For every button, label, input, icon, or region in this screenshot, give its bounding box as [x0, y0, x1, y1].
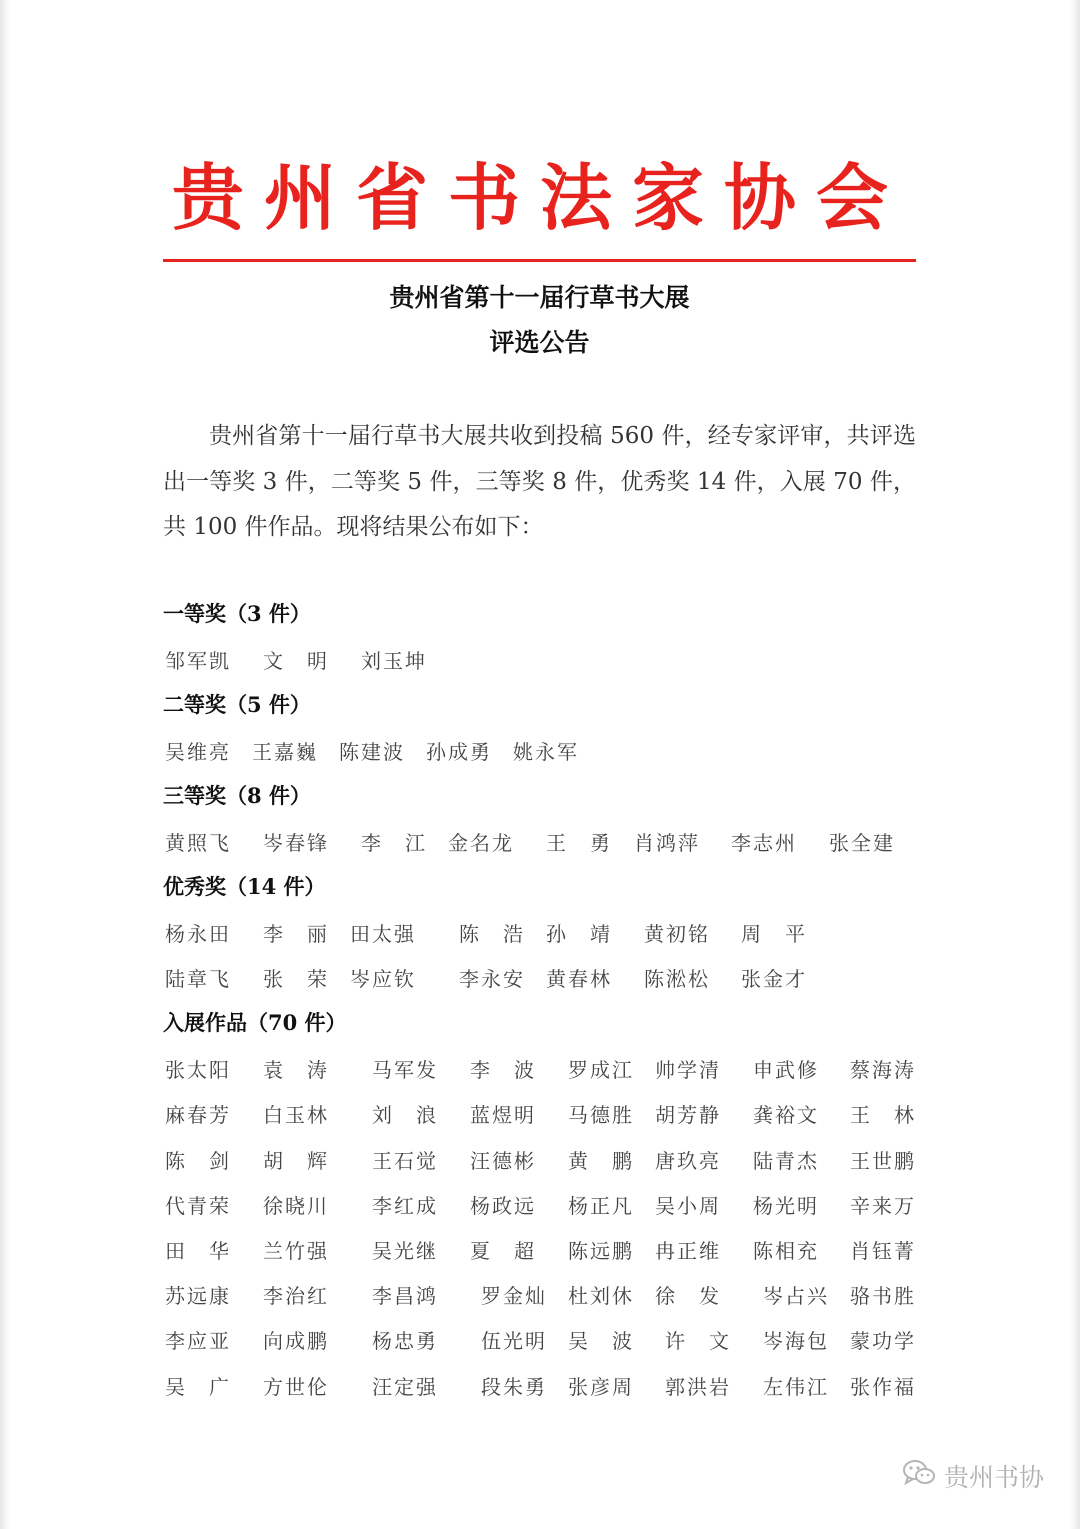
awardee-name: 刘 浪: [372, 1103, 438, 1127]
name-row: [0, 645, 1080, 675]
awardee-name: 杜刘休: [568, 1284, 634, 1308]
awardee-name: 罗金灿: [481, 1284, 547, 1308]
document-subtitle: 评选公告: [489, 328, 590, 357]
awardee-name: 王世鹏: [850, 1149, 916, 1173]
section-heading-first-prize: 一等奖（3 件）: [163, 601, 311, 626]
awardee-name: 陈相充: [753, 1239, 819, 1263]
awardee-name: 金名龙: [448, 831, 514, 855]
awardee-name: 徐晓川: [263, 1194, 329, 1218]
section-heading-second-prize: 二等奖（5 件）: [163, 692, 311, 717]
awardee-name: 伍光明: [481, 1329, 547, 1353]
letterhead-divider: [163, 259, 916, 262]
awardee-name: 马德胜: [568, 1103, 634, 1127]
awardee-name: 李红成: [372, 1194, 438, 1218]
awardee-name: 代青荣: [165, 1194, 231, 1218]
awardee-name: 汪德彬: [470, 1149, 536, 1173]
document-title: 贵州省第十一届行草书大展: [389, 283, 690, 312]
awardee-name: 岑春锋: [263, 831, 329, 855]
awardee-name: 黄 鹏: [568, 1149, 634, 1173]
awardee-name: 李永安: [459, 967, 525, 991]
awardee-name: 汪定强: [372, 1375, 438, 1399]
awardee-name: 辛来万: [850, 1194, 916, 1218]
awardee-name: 周 平: [741, 922, 807, 946]
name-row: [0, 1371, 1080, 1401]
awardee-name: 吴 广: [165, 1375, 231, 1399]
awardee-name: 陈远鹏: [568, 1239, 634, 1263]
awardee-name: 龚裕文: [753, 1103, 819, 1127]
awardee-name: 李昌鸿: [372, 1284, 438, 1308]
name-row: [0, 963, 1080, 993]
awardee-name: 夏 超: [470, 1239, 536, 1263]
awardee-name: 肖鸿萍: [634, 831, 700, 855]
awardee-name: 张全建: [829, 831, 895, 855]
awardee-name: 李治红: [263, 1284, 329, 1308]
watermark-text: 贵州书协: [943, 1463, 1044, 1492]
awardee-name: 胡芳静: [655, 1103, 721, 1127]
awardee-name: 申武修: [753, 1058, 819, 1082]
name-row: [0, 1325, 1080, 1355]
section-heading-excellence: 优秀奖（14 件）: [163, 874, 326, 899]
awardee-name: 胡 辉: [263, 1149, 329, 1173]
awardee-name: 左伟江: [763, 1375, 829, 1399]
awardee-name: 段朱勇: [481, 1375, 547, 1399]
awardee-name: 杨政远: [470, 1194, 536, 1218]
awardee-name: 张彦周: [568, 1375, 634, 1399]
section-heading-third-prize: 三等奖（8 件）: [163, 783, 311, 808]
account-watermark: [902, 1458, 1044, 1494]
name-row: [0, 1280, 1080, 1310]
awardee-name: 王 林: [850, 1103, 916, 1127]
awardee-name: 李 江: [361, 831, 427, 855]
awardee-name: 李志州: [731, 831, 797, 855]
awardee-name: 张作福: [850, 1375, 916, 1399]
awardee-name: 张金才: [741, 967, 807, 991]
awardee-name: 肖钰菁: [850, 1239, 916, 1263]
awardee-name: 陈建波: [339, 740, 405, 764]
awardee-name: 李 丽: [263, 922, 329, 946]
awardee-name: 姚永军: [513, 740, 579, 764]
awardee-name: 马军发: [372, 1058, 438, 1082]
awardee-name: 张 荣: [263, 967, 329, 991]
name-row: [0, 1145, 1080, 1175]
name-row: [0, 827, 1080, 857]
awardee-name: 罗成江: [568, 1058, 634, 1082]
organization-letterhead: 贵州省书法家协会: [171, 156, 908, 240]
awardee-name: 杨忠勇: [372, 1329, 438, 1353]
name-row: [0, 1099, 1080, 1129]
awardee-name: 陈 剑: [165, 1149, 231, 1173]
awardee-name: 骆书胜: [850, 1284, 916, 1308]
awardee-name: 田太强: [350, 922, 416, 946]
name-row: [0, 1054, 1080, 1084]
awardee-name: 王石觉: [372, 1149, 438, 1173]
name-row: [0, 1190, 1080, 1220]
awardee-name: 刘玉坤: [361, 649, 427, 673]
awardee-name: 陈 浩: [459, 922, 525, 946]
awardee-name: 白玉林: [263, 1103, 329, 1127]
awardee-name: 吴光继: [372, 1239, 438, 1263]
awardee-name: 吴小周: [655, 1194, 721, 1218]
awardee-name: 岑应钦: [350, 967, 416, 991]
awardee-name: 孙 靖: [546, 922, 612, 946]
awardee-name: 岑海包: [763, 1329, 829, 1353]
awardee-name: 陈淞松: [644, 967, 710, 991]
name-row: [0, 918, 1080, 948]
awardee-name: 杨光明: [753, 1194, 819, 1218]
awardee-name: 杨正凡: [568, 1194, 634, 1218]
awardee-name: 冉正维: [655, 1239, 721, 1263]
awardee-name: 蔡海涛: [850, 1058, 916, 1082]
awardee-name: 陆章飞: [165, 967, 231, 991]
awardee-name: 向成鹏: [263, 1329, 329, 1353]
awardee-name: 孙成勇: [426, 740, 492, 764]
wechat-icon: [902, 1459, 936, 1493]
awardee-name: 徐 发: [655, 1284, 721, 1308]
awardee-name: 文 明: [263, 649, 329, 673]
awardee-name: 王嘉巍: [252, 740, 318, 764]
awardee-name: 王 勇: [546, 831, 612, 855]
intro-paragraph: 贵州省第十一届行草书大展共收到投稿 560 件，经专家评审，共评选出一等奖 3 件，二等奖 5 件，三等奖 8 件，优秀奖 14 件，入展 70 件，共 100 件作品。现将结果公布如下：: [163, 423, 916, 540]
awardee-name: 麻春芳: [165, 1103, 231, 1127]
name-row: [0, 736, 1080, 766]
awardee-name: 黄照飞: [165, 831, 231, 855]
awardee-name: 张太阳: [165, 1058, 231, 1082]
section-heading-exhibited: 入展作品（70 件）: [163, 1010, 347, 1035]
awardee-name: 杨永田: [165, 922, 231, 946]
awardee-name: 方世伦: [263, 1375, 329, 1399]
awardee-name: 兰竹强: [263, 1239, 329, 1263]
awardee-name: 黄春林: [546, 967, 612, 991]
awardee-name: 许 文: [665, 1329, 731, 1353]
awardee-name: 袁 涛: [263, 1058, 329, 1082]
awardee-name: 李应亚: [165, 1329, 231, 1353]
awardee-name: 陆青杰: [753, 1149, 819, 1173]
awardee-name: 邹军凯: [165, 649, 231, 673]
awardee-name: 帅学清: [655, 1058, 721, 1082]
awardee-name: 黄初铭: [644, 922, 710, 946]
awardee-name: 蒙功学: [850, 1329, 916, 1353]
awardee-name: 岑占兴: [763, 1284, 829, 1308]
awardee-name: 蓝煜明: [470, 1103, 536, 1127]
awardee-name: 吴 波: [568, 1329, 634, 1353]
awardee-name: 苏远康: [165, 1284, 231, 1308]
awardee-name: 田 华: [165, 1239, 231, 1263]
awardee-name: 郭洪岩: [665, 1375, 731, 1399]
awardee-name: 唐玖亮: [655, 1149, 721, 1173]
name-row: [0, 1235, 1080, 1265]
awardee-name: 李 波: [470, 1058, 536, 1082]
awardee-name: 吴维亮: [165, 740, 231, 764]
